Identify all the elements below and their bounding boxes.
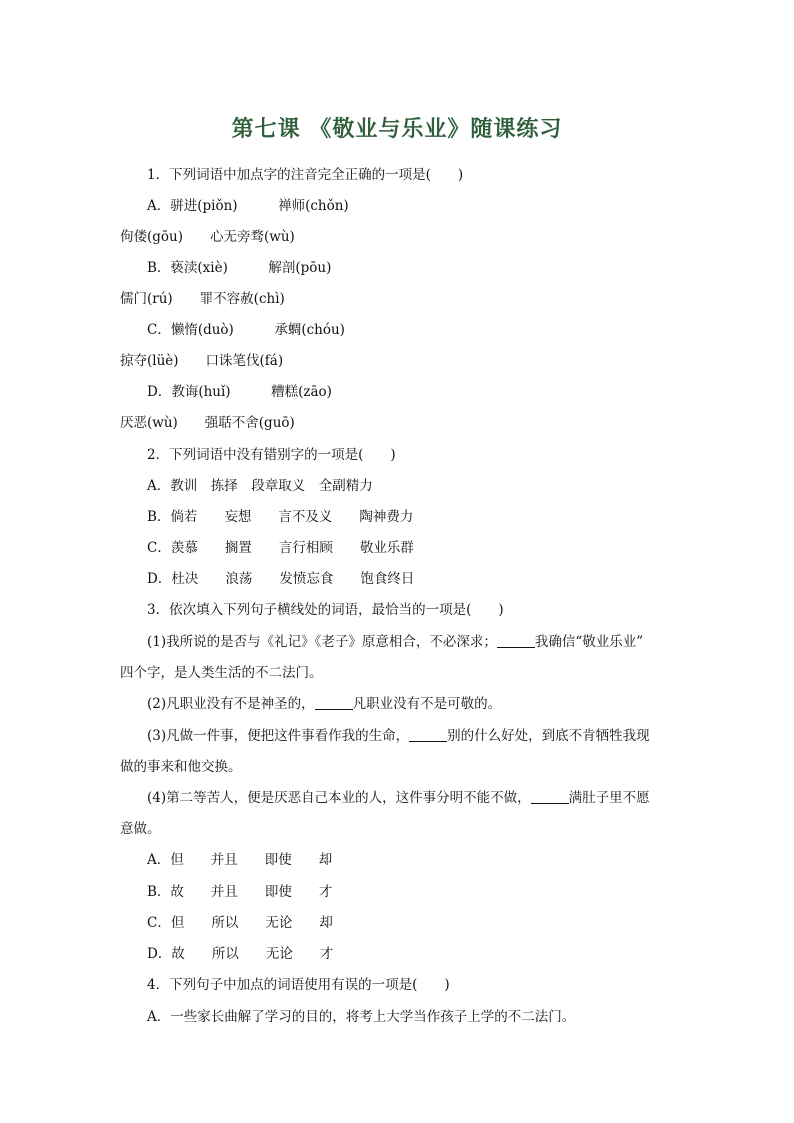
q3-stem: 3．依次填入下列句子横线处的词语，最恰当的一项是( ) xyxy=(147,602,504,618)
blank-line xyxy=(497,633,535,648)
q3-option-a: A．但 并且 即使 却 xyxy=(147,852,333,868)
q3-s3-part-a: (3)凡做一件事，便把这件事看作我的生命， xyxy=(147,728,410,744)
q3-sentence-4 xyxy=(147,788,650,808)
q2-option-b: B．倘若 妄想 言不及义 陶神费力 xyxy=(147,509,414,525)
q2-stem: 2．下列词语中没有错别字的一项是( ) xyxy=(147,447,396,463)
q3-sentence-2 xyxy=(147,694,501,714)
q3-option-d: D．故 所以 无论 才 xyxy=(147,946,334,962)
q2-option-d: D．杜决 浪荡 发愤忘食 饱食终日 xyxy=(147,571,415,587)
q3-sentence-1-cont: 四个字，是人类生活的不二法门。 xyxy=(120,665,323,681)
q3-s2-part-a: (2)凡职业没有不是神圣的， xyxy=(147,696,315,712)
q3-s4-part-b: 满肚子里不愿 xyxy=(568,790,650,806)
q3-sentence-3-cont: 做的事来和他交换。 xyxy=(120,759,242,775)
q4-option-a: A．一些家长曲解了学习的目的，将考上大学当作孩子上学的不二法门。 xyxy=(147,1009,576,1025)
q3-s4-part-a: (4)第二等苦人，便是厌恶自己本业的人，这件事分明不能不做， xyxy=(147,790,531,806)
q3-option-c: C．但 所以 无论 却 xyxy=(147,915,333,931)
q1-option-c-cont: 掠夺(lüè) 口诛笔伐(fá) xyxy=(120,353,284,369)
q3-sentence-1 xyxy=(147,632,643,652)
blank-line xyxy=(315,695,353,710)
q3-option-b: B．故 并且 即使 才 xyxy=(147,884,333,900)
q3-s2-part-b: 凡职业没有不是可敬的。 xyxy=(352,696,502,712)
blank-line xyxy=(531,789,569,804)
q1-option-b-cont: 儒门(rú) 罪不容赦(chì) xyxy=(120,291,285,307)
blank-line xyxy=(409,727,447,742)
q1-option-d: D．教诲(huǐ) 糟糕(zāo) xyxy=(147,384,332,400)
q3-s3-part-b: 别的什么好处，到底不肯牺牲我现 xyxy=(447,728,650,744)
q1-option-d-cont: 厌恶(wù) 强聒不舍(guō) xyxy=(120,415,295,431)
q1-option-a-cont: 佝偻(gōu) 心无旁骛(wù) xyxy=(120,229,295,245)
q2-option-a: A．教训 拣择 段章取义 全副精力 xyxy=(147,478,373,494)
q1-option-a: A．骈进(piǒn) 禅师(chǒn) xyxy=(147,198,349,214)
q3-sentence-4-cont: 意做。 xyxy=(120,821,161,837)
q3-sentence-3 xyxy=(147,726,650,746)
page-title: 第七课 《敬业与乐业》随课练习 xyxy=(231,116,563,142)
q2-option-c: C．羡慕 搁置 言行相顾 敬业乐群 xyxy=(147,540,414,556)
q1-stem: 1．下列词语中加点字的注音完全正确的一项是( ) xyxy=(147,167,464,183)
q3-s1-part-a: (1)我所说的是否与《礼记》《老子》原意相合，不必深求； xyxy=(147,634,497,650)
q3-s1-part-b: 我确信“敬业乐业” xyxy=(534,634,644,650)
q1-option-c: C．懒惰(duò) 承蜩(chóu) xyxy=(147,322,345,338)
q4-stem: 4．下列句子中加点的词语使用有误的一项是( ) xyxy=(147,977,450,993)
q1-option-b: B．亵渎(xiè) 解剖(pōu) xyxy=(147,260,332,276)
